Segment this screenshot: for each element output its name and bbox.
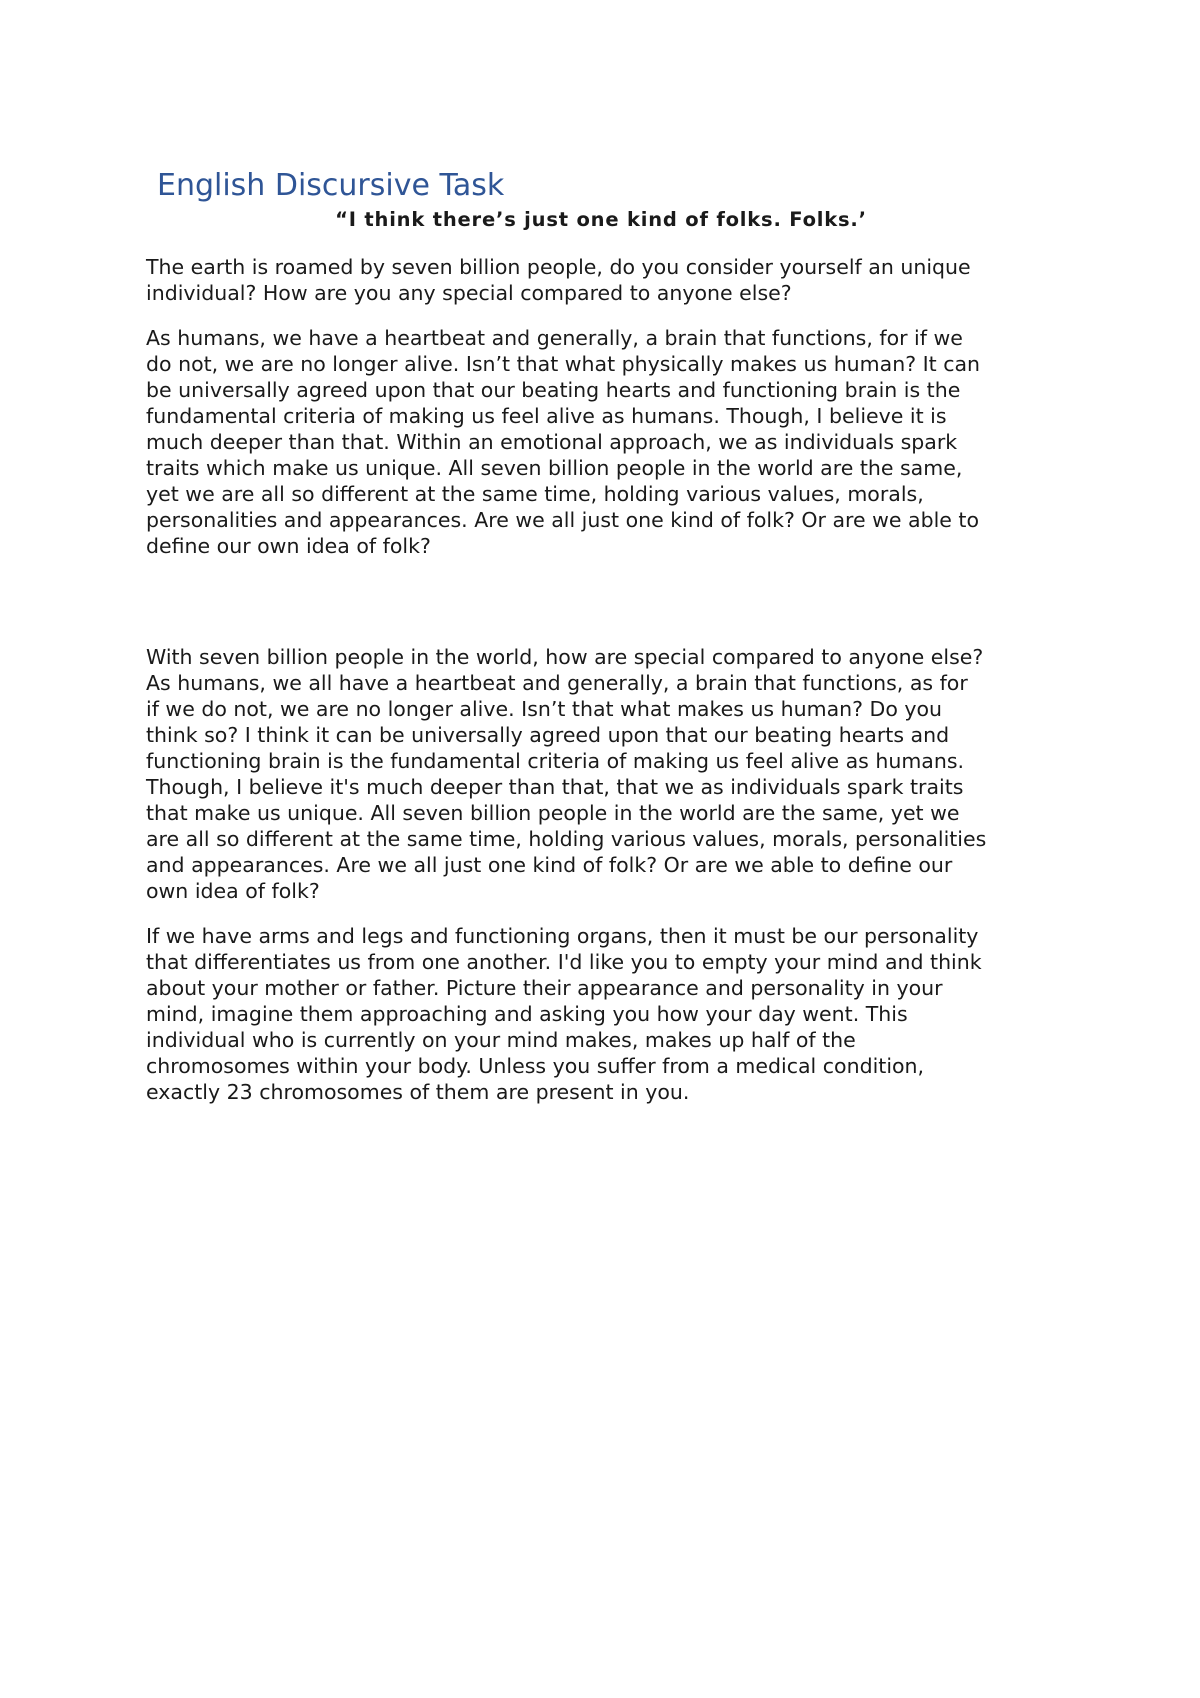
- document-title: English Discursive Task: [157, 168, 505, 203]
- paragraph-intro: [146, 254, 1076, 306]
- text-line: As humans, we have a heartbeat and generally, a brain that functions, for if we: [146, 326, 963, 350]
- paragraph-humans: [146, 325, 1076, 559]
- text-line: yet we are all so different at the same time, holding various values, morals,: [146, 482, 924, 506]
- text-line: individual? How are you any special compared to anyone else?: [146, 281, 792, 305]
- text-line: do not, we are no longer alive. Isn’t that what physically makes us human? It can: [146, 352, 981, 376]
- text-line: are all so different at the same time, holding various values, morals, personalities: [146, 827, 987, 851]
- text-line: that differentiates us from one another. I'd like you to empty your mind and think: [146, 950, 982, 974]
- text-line: if we do not, we are no longer alive. Isn’t that what makes us human? Do you: [146, 697, 943, 721]
- text-line: chromosomes within your body. Unless you suffer from a medical condition,: [146, 1054, 925, 1078]
- text-line: functioning brain is the fundamental criteria of making us feel alive as humans.: [146, 749, 965, 773]
- text-line: much deeper than that. Within an emotional approach, we as individuals spark: [146, 430, 958, 454]
- text-line: and appearances. Are we all just one kind of folk? Or are we able to define our: [146, 853, 953, 877]
- text-line: As humans, we all have a heartbeat and generally, a brain that functions, as for: [146, 671, 968, 695]
- text-line: The earth is roamed by seven billion people, do you consider yourself an unique: [146, 255, 971, 279]
- text-line: individual who is currently on your mind makes, makes up half of the: [146, 1028, 856, 1052]
- text-line: exactly 23 chromosomes of them are present in you.: [146, 1080, 690, 1104]
- text-line: If we have arms and legs and functioning organs, then it must be our personality: [146, 924, 979, 948]
- paragraph-spacer: [146, 578, 1076, 644]
- document-subtitle-quote: “I think there’s just one kind of folks. Folks.’: [335, 208, 867, 231]
- text-line: traits which make us unique. All seven billion people in the world are the same,: [146, 456, 963, 480]
- text-line: mind, imagine them approaching and asking you how your day went. This: [146, 1002, 908, 1026]
- text-line: fundamental criteria of making us feel alive as humans. Though, I believe it is: [146, 404, 947, 428]
- text-line: think so? I think it can be universally agreed upon that our beating hearts and: [146, 723, 950, 747]
- text-line: about your mother or father. Picture their appearance and personality in your: [146, 976, 943, 1000]
- paragraph-personality: [146, 923, 1076, 1105]
- text-line: that make us unique. All seven billion people in the world are the same, yet we: [146, 801, 960, 825]
- text-line: Though, I believe it's much deeper than that, that we as individuals spark traits: [146, 775, 964, 799]
- paragraph-seven-billion: [146, 644, 1076, 904]
- text-line: personalities and appearances. Are we all just one kind of folk? Or are we able to: [146, 508, 979, 532]
- text-line: own idea of folk?: [146, 879, 320, 903]
- document-body: [146, 254, 1076, 1124]
- text-line: be universally agreed upon that our beating hearts and functioning brain is the: [146, 378, 961, 402]
- text-line: define our own idea of folk?: [146, 534, 431, 558]
- text-line: With seven billion people in the world, how are special compared to anyone else?: [146, 645, 984, 669]
